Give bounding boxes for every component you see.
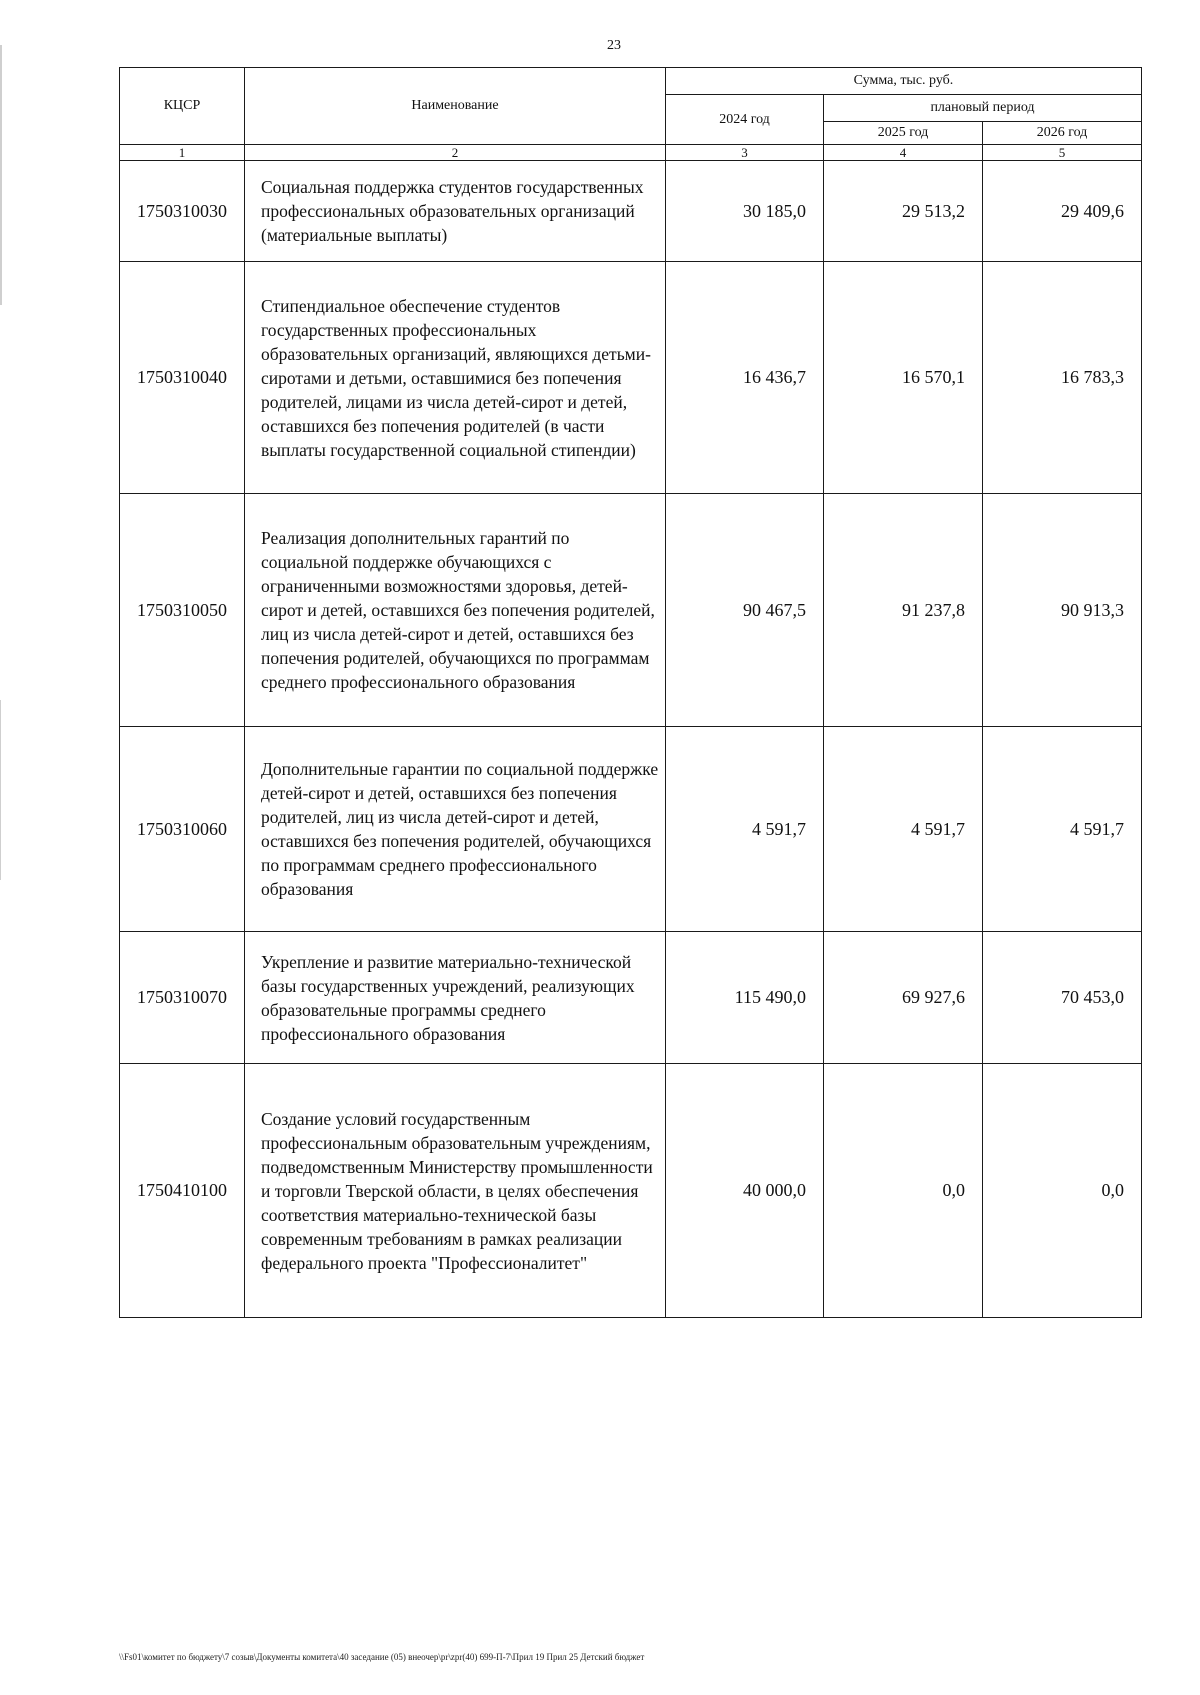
row-value-2026: 4 591,7 [983, 727, 1142, 932]
row-value-2026: 16 783,3 [983, 262, 1142, 494]
row-value-2024: 90 467,5 [666, 494, 824, 727]
column-number: 3 [666, 145, 824, 161]
header-year-2025: 2025 год [824, 122, 983, 145]
row-name: Реализация дополнительных гарантий по социальной поддержке обучающихся с ограниченными возможностями здоровья, детей-сирот и детей, оставшихся без попечения родителей, лиц из числа детей-сирот и детей, оставшихся без попечения родителей, обучающихся по программам среднего профессионального образования [245, 494, 666, 727]
scan-edge-mark [0, 700, 1, 880]
row-value-2024: 16 436,7 [666, 262, 824, 494]
table-row [120, 1064, 1142, 1318]
row-value-2024: 30 185,0 [666, 161, 824, 262]
row-value-2025: 0,0 [824, 1064, 983, 1318]
table-row [120, 161, 1142, 262]
row-code: 1750310070 [120, 932, 245, 1064]
header-sum: Сумма, тыс. руб. [666, 68, 1142, 95]
page-number: 23 [607, 38, 621, 53]
row-code: 1750310050 [120, 494, 245, 727]
row-value-2024: 4 591,7 [666, 727, 824, 932]
footer-file-path: \\Fs01\комитет по бюджету\7 созыв\Документы комитета\40 заседание (05) внеочер\pr\zpr(40) 699-П-7\Прил 19 Прил 25 Детский бюджет [119, 1652, 645, 1662]
row-value-2025: 91 237,8 [824, 494, 983, 727]
row-value-2026: 29 409,6 [983, 161, 1142, 262]
column-numbers-row [120, 145, 1142, 161]
row-value-2026: 70 453,0 [983, 932, 1142, 1064]
table-row [120, 494, 1142, 727]
row-code: 1750310060 [120, 727, 245, 932]
row-name: Создание условий государственным профессиональным образовательным учреждениям, подведомственным Министерству промышленности и торговли Тверской области, в целях обеспечения соответствия материально-технической базы современным требованиям в рамках реализации федерального проекта "Профессионалитет" [245, 1064, 666, 1318]
row-value-2026: 90 913,3 [983, 494, 1142, 727]
header-name: Наименование [245, 68, 666, 145]
header-planning-period: плановый период [824, 95, 1142, 122]
row-value-2024: 115 490,0 [666, 932, 824, 1064]
column-number: 5 [983, 145, 1142, 161]
scan-edge-mark [0, 45, 2, 305]
column-number: 1 [120, 145, 245, 161]
row-value-2024: 40 000,0 [666, 1064, 824, 1318]
row-code: 1750310030 [120, 161, 245, 262]
row-value-2026: 0,0 [983, 1064, 1142, 1318]
table-row [120, 262, 1142, 494]
row-name: Дополнительные гарантии по социальной поддержке детей-сирот и детей, оставшихся без попечения родителей, лиц из числа детей-сирот и детей, оставшихся без попечения родителей, обучающихся по программам среднего профессионального образования [245, 727, 666, 932]
column-number: 2 [245, 145, 666, 161]
table-row [120, 727, 1142, 932]
row-code: 1750410100 [120, 1064, 245, 1318]
row-code: 1750310040 [120, 262, 245, 494]
table-row [120, 932, 1142, 1064]
header-code: КЦСР [120, 68, 245, 145]
budget-table [119, 67, 1142, 1318]
row-value-2025: 69 927,6 [824, 932, 983, 1064]
row-value-2025: 16 570,1 [824, 262, 983, 494]
header-year-2024: 2024 год [666, 95, 824, 145]
row-value-2025: 29 513,2 [824, 161, 983, 262]
row-name: Стипендиальное обеспечение студентов государственных профессиональных образовательных организаций, являющихся детьми-сиротами и детьми, оставшимися без попечения родителей, лицами из числа детей-сирот и детей, оставшихся без попечения родителей (в части выплаты государственной социальной стипендии) [245, 262, 666, 494]
row-value-2025: 4 591,7 [824, 727, 983, 932]
row-name: Социальная поддержка студентов государственных профессиональных образовательных организаций (материальные выплаты) [245, 161, 666, 262]
header-year-2026: 2026 год [983, 122, 1142, 145]
row-name: Укрепление и развитие материально-технической базы государственных учреждений, реализующих образовательные программы среднего профессионального образования [245, 932, 666, 1064]
column-number: 4 [824, 145, 983, 161]
